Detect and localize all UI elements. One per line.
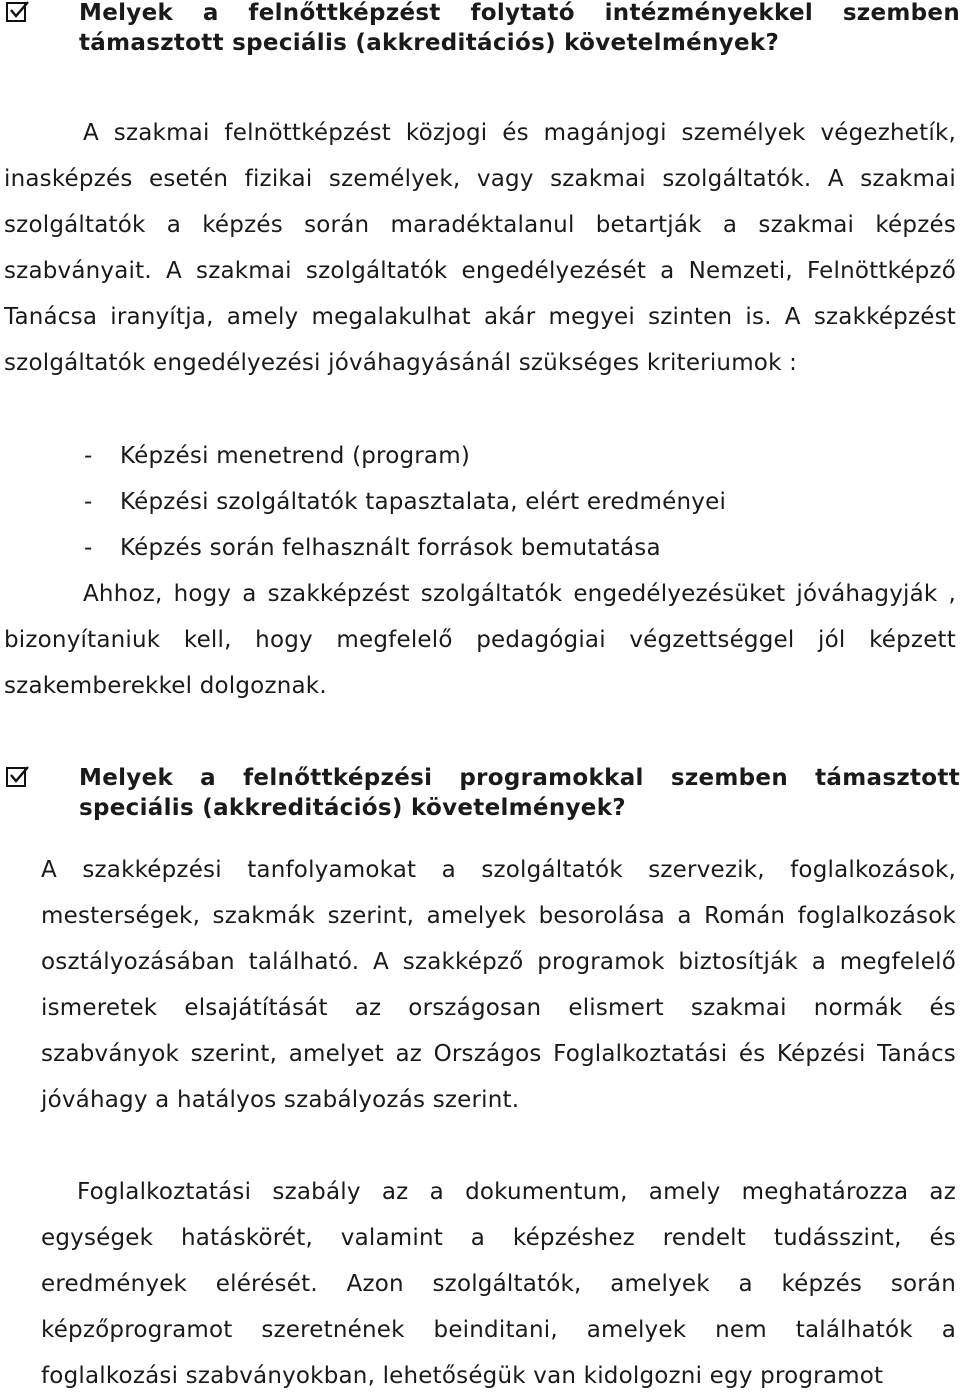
section2-heading-text: Melyek a felnőttképzési programokkal szemben támasztott speciális (akkreditációs) követelmények? xyxy=(79,765,960,821)
list-item xyxy=(84,433,470,479)
section1-heading-text: Melyek a felnőttképzést folytató intézményekkel szemben támasztott speciális (akkreditációs) követelmények? xyxy=(79,0,960,56)
list-item xyxy=(84,479,726,525)
section2-heading xyxy=(0,763,960,823)
list-dash: - xyxy=(84,489,93,515)
section1-paragraph-1: A szakmai felnöttképzést közjogi és magánjogi személyek végezhetík, inasképzés esetén fizikai személyek, vagy szakmai szolgáltatók. A szakmai szolgáltatók a képzés során maradéktalanul betartják a szakmai képzés szabványait. A szakmai szolgáltatók engedélyezését a Nemzeti, Felnöttképző Tanácsa iranyítja, amely megalakulhat akár megyei szinten is. A szakképzést szolgáltatók engedélyezési jóváhagyásánál szükséges kriteriumok : xyxy=(4,120,956,376)
list-item xyxy=(84,525,661,571)
list-dash: - xyxy=(84,535,93,561)
section2-paragraph-1: A szakképzési tanfolyamokat a szolgáltatók szervezik, foglalkozások, mesterségek, szakmák szerint, amelyek besorolása a Román foglalkozások osztályozásában található. A szakképző programok biztosítják a megfelelő ismeretek elsajátítását az országosan elismert szakmai normák és szabványok szerint, amelyet az Országos Foglalkoztatási és Képzési Tanács jóváhagy a hatályos szabályozás szerint. xyxy=(41,857,956,1113)
section2-paragraph-2: Foglalkoztatási szabály az a dokumentum, amely meghatározza az egységek hatáskörét, valamint a képzéshez rendelt tudásszint, és eredmények elérését. Azon szolgáltatók, amelyek a képzés során képzőprogramot szeretnének beinditani, amelyek nem találhatók a foglalkozási szabványokban, lehetőségük van kidolgozni egy programot xyxy=(41,1179,956,1389)
section1-paragraph-2: Ahhoz, hogy a szakképzést szolgáltatók engedélyezésüket jóváhagyják , bizonyítaniuk kell, hogy megfelelő pedagógiai végzettséggel jól képzett szakemberekkel dolgoznak. xyxy=(4,581,956,699)
list-item-text: Képzési szolgáltatók tapasztalata, elért eredményei xyxy=(120,489,727,515)
checkbox-checked-icon xyxy=(6,767,26,787)
list-item-text: Képzési menetrend (program) xyxy=(120,443,471,469)
section1-heading xyxy=(0,0,960,58)
list-dash: - xyxy=(84,443,93,469)
checkbox-checked-icon xyxy=(6,2,26,22)
list-item-text: Képzés során felhasznált források bemutatása xyxy=(120,535,661,561)
